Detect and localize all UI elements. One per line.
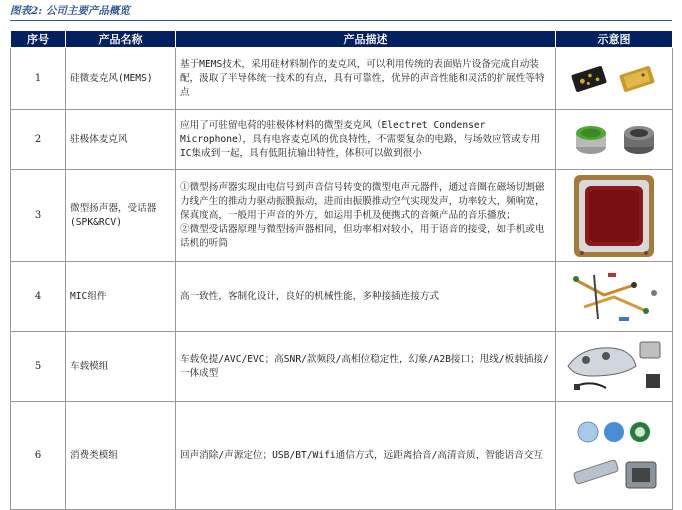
row-name: 微型扬声器，受话器(SPK&RCV): [66, 170, 176, 262]
mems-mic-image: [556, 48, 673, 110]
automotive-module-image: [556, 332, 673, 402]
table-row: [11, 262, 673, 332]
desc-paragraph: 高一致性，客制化设计，良好的机械性能，多种接插连接方式: [180, 290, 440, 302]
row-desc: [176, 48, 556, 110]
caption-rule: [10, 20, 672, 21]
row-desc: [176, 170, 556, 262]
electret-mic-illustration: [559, 117, 669, 163]
row-seq: 3: [11, 170, 66, 262]
speaker-image: [556, 170, 673, 262]
table-row: [11, 110, 673, 170]
mic-assembly-illustration: [564, 267, 664, 327]
figure-caption: 图表2: 公司主要产品概览: [10, 5, 130, 17]
automotive-module-illustration: [562, 336, 666, 398]
row-seq: 5: [11, 332, 66, 402]
row-desc: [176, 402, 556, 510]
mic-assembly-image: [556, 262, 673, 332]
electret-mic-image: [556, 110, 673, 170]
row-name: 车载模组: [66, 332, 176, 402]
row-desc: [176, 262, 556, 332]
table-row: [11, 48, 673, 110]
desc-paragraph: 应用了可驻留电荷的驻极体材料的微型麦克风（Electret Condenser Microphone），具有电容麦克风的优良特性，不需要复杂的电路，与场效应管或专用IC集成到一起，具有低阻抗输出特性，体积可以做到很小: [180, 119, 540, 159]
header-desc: 产品描述: [176, 31, 556, 48]
desc-paragraph: 车载免提/AVC/EVC；高SNR/款频段/高相位稳定性，幻象/A2B接口；甩线/板载插接/一体成型: [180, 353, 549, 379]
table-row: [11, 402, 673, 510]
row-name: 消费类模组: [66, 402, 176, 510]
table-row: [11, 170, 673, 262]
row-name: MIC组件: [66, 262, 176, 332]
row-name: 硅微麦克风(MEMS): [66, 48, 176, 110]
desc-paragraph: 回声消除/声源定位；USB/BT/Wifi通信方式，远距离拾音/高清音质，智能语音交互: [180, 449, 543, 461]
mems-mic-illustration: [559, 54, 669, 104]
row-seq: 2: [11, 110, 66, 170]
header-seq: 序号: [11, 31, 66, 48]
row-desc: [176, 110, 556, 170]
desc-paragraph: ①微型扬声器实现由电信号到声音信号转变的微型电声元器件，通过音圈在磁场切割磁力线产生的推动力驱动振膜振动，进而由振膜推动空气实现发声，功率较大，频响宽，保真度高，一般用于声音的外方，如运用手机及便携式的音频产品的音乐播放；: [180, 181, 545, 221]
row-seq: 6: [11, 402, 66, 510]
header-name: 产品名称: [66, 31, 176, 48]
product-table: [10, 30, 673, 510]
table-header-row: [11, 31, 673, 48]
speaker-illustration: [572, 173, 656, 259]
row-desc: [176, 332, 556, 402]
row-seq: 1: [11, 48, 66, 110]
header-image: 示意图: [556, 31, 673, 48]
consumer-module-image: [556, 402, 673, 510]
consumer-module-illustration: [562, 416, 666, 496]
desc-paragraph: 基于MEMS技术，采用硅材料制作的麦克风，可以利用传统的表面贴片设备完成自动装配，汲取了半导体统一技术的有点，具有可靠性，优异的声音性能和灵活的扩展性等特点: [180, 58, 545, 98]
row-seq: 4: [11, 262, 66, 332]
row-name: 驻极体麦克风: [66, 110, 176, 170]
table-row: [11, 332, 673, 402]
desc-paragraph: ②微型受话器原理与微型扬声器相同，但功率相对较小，用于语音的接受，如手机或电话机的听筒: [180, 223, 545, 249]
